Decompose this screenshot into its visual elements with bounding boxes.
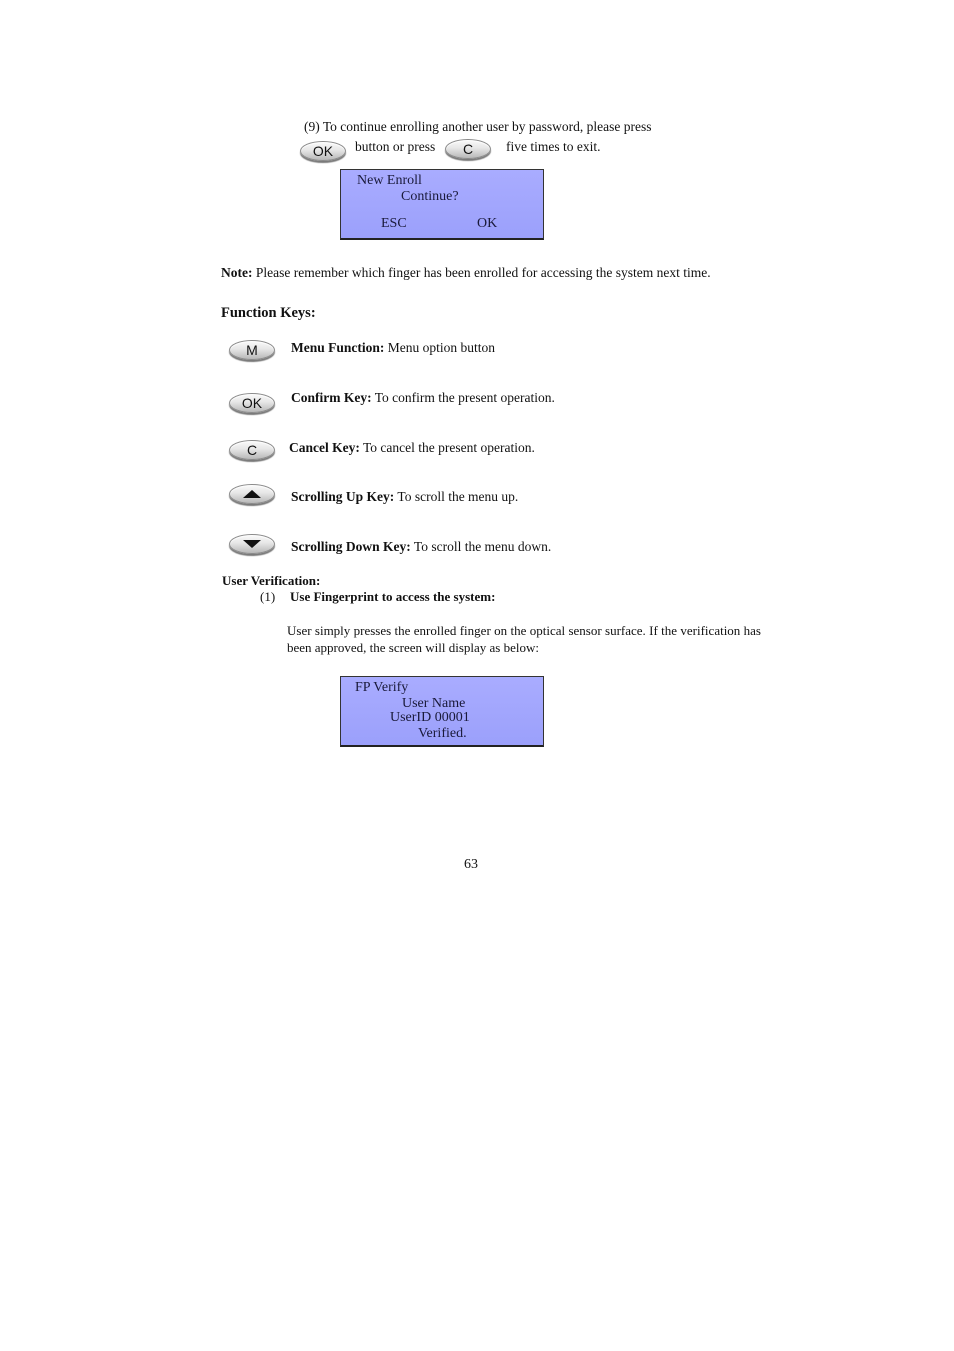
down-arrow-icon [243, 540, 261, 548]
lcd-new-enroll [340, 169, 544, 240]
function-key-label: Cancel Key: [289, 440, 360, 455]
step9-text: (9) To continue enrolling another user by password, please press [304, 119, 652, 134]
lcd-ok-option: OK [477, 216, 498, 231]
ok-key-button[interactable]: OK [300, 141, 346, 161]
c-key-button[interactable]: C [229, 440, 275, 460]
ok-key-button[interactable]: OK [229, 393, 275, 413]
up-arrow-icon [243, 490, 261, 498]
function-key-label: Scrolling Down Key: [291, 539, 411, 554]
function-key-label: Scrolling Up Key: [291, 489, 395, 504]
function-key-label: Confirm Key: [291, 390, 372, 405]
lcd-line: Continue? [401, 189, 459, 204]
note-paragraph [221, 265, 711, 281]
c-key-button[interactable]: C [445, 139, 491, 159]
step-title: Use Fingerprint to access the system: [290, 589, 496, 604]
scroll-down-key-button[interactable] [229, 534, 275, 554]
m-key-button[interactable]: M [229, 340, 275, 360]
function-key-text: To confirm the present operation. [371, 390, 555, 405]
function-key-desc [291, 390, 555, 406]
function-key-desc [291, 539, 551, 555]
user-verification-heading: User Verification: [222, 573, 321, 588]
lcd-esc-option: ESC [381, 216, 407, 231]
lcd-line: User Name [402, 696, 466, 711]
verification-paragraph: User simply presses the enrolled finger on the optical sensor surface. If the verification has been approved, the screen will display as below: [287, 623, 761, 655]
lcd-line: New Enroll [357, 173, 422, 188]
function-key-text: Menu option button [384, 340, 496, 355]
note-label: Note: [221, 265, 253, 280]
function-key-desc [291, 489, 518, 505]
step9-end-text: five times to exit. [506, 139, 601, 154]
function-key-text: To scroll the menu up. [394, 489, 519, 504]
lcd-line: FP Verify [355, 680, 409, 695]
note-text: Please remember which finger has been enrolled for accessing the system next time. [252, 265, 711, 280]
function-key-label: Menu Function: [291, 340, 385, 355]
lcd-line: UserID 00001 [390, 710, 470, 725]
function-keys-heading: Function Keys: [221, 305, 316, 321]
function-key-text: To cancel the present operation. [359, 440, 535, 455]
step9-mid-text: button or press [355, 139, 436, 154]
function-key-desc [291, 340, 495, 356]
step-number: (1) [260, 589, 276, 604]
scroll-up-key-button[interactable] [229, 484, 275, 504]
function-key-text: To scroll the menu down. [410, 539, 552, 554]
lcd-line: Verified. [418, 726, 467, 741]
page-number: 63 [464, 857, 478, 872]
function-key-desc [289, 440, 535, 456]
lcd-fp-verify [340, 676, 544, 747]
